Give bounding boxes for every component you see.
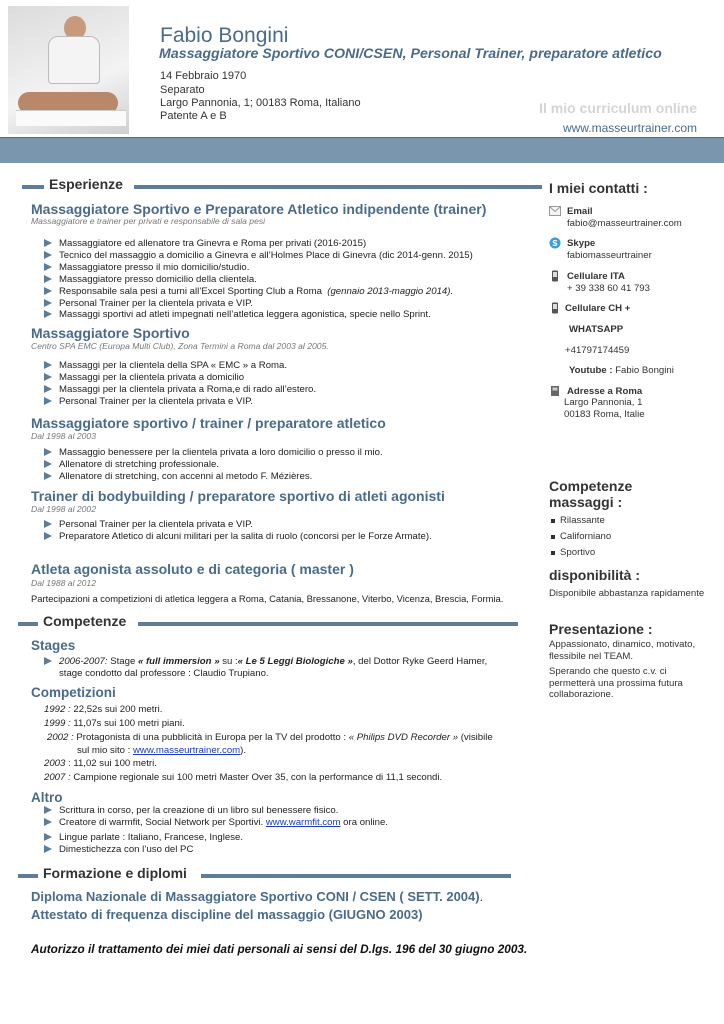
email-icon bbox=[549, 206, 561, 216]
svg-text:S: S bbox=[552, 239, 558, 248]
skype-icon bbox=[549, 237, 561, 249]
job-subtitle: Massaggiatore e trainer per privati e responsabile di sala pesi bbox=[31, 216, 266, 226]
list-item: Preparatore Atletico di alcuni militari per la salita di ruolo (concorsi per le Forze Armate). bbox=[44, 531, 432, 543]
altro-list-2 bbox=[44, 832, 243, 856]
list-item: Massaggio benessere per la clientela privata a loro domicilio o presso il mio. bbox=[44, 447, 383, 459]
phone-icon bbox=[549, 302, 561, 314]
list-item: Scrittura in corso, per la creazione di un libro sul benessere fisico. bbox=[44, 805, 388, 817]
competition-item: 2007 : Campione regionale sui 100 metri Master Over 35, con la performance di 11,1 secondi. bbox=[44, 772, 443, 783]
address-line1: Largo Pannonia, 1 bbox=[564, 397, 643, 408]
list-item: Massaggi sportivi ad atleti impegnati nell’atletica leggera agonistica, specie nello Sprint. bbox=[44, 309, 473, 321]
list-item: Tecnico del massaggio a domicilio a Ginevra e all’Holmes Place di Ginevra (dic 2014-genn. 2015) bbox=[44, 250, 473, 262]
massaggi-list bbox=[551, 513, 611, 560]
altro-title: Altro bbox=[31, 790, 63, 805]
info-status: Separato bbox=[160, 84, 205, 96]
job-title: Massaggiatore sportivo / trainer / preparatore atletico bbox=[31, 415, 386, 431]
youtube-line[interactable]: Youtube : Fabio Bongini bbox=[569, 365, 674, 376]
list-item: Massaggi per la clientela della SPA « EMC » a Roma. bbox=[44, 360, 316, 372]
list-item: Massaggiatore ed allenatore tra Ginevra e Roma per privati (2016-2015) bbox=[44, 238, 473, 250]
cell-ita-value[interactable]: + 39 338 60 41 793 bbox=[567, 283, 650, 294]
list-item: Responsabile sala pesi a turni all’Excel Sporting Club a Roma (gennaio 2013-maggio 2014). bbox=[44, 286, 473, 298]
competenze-massaggi-title: Competenze massaggi : bbox=[549, 478, 633, 510]
list-item: Rilassante bbox=[551, 513, 611, 529]
diploma-2: Attestato di frequenza discipline del massaggio (GIUGNO 2003) bbox=[31, 907, 423, 922]
email-label: Email bbox=[567, 206, 593, 217]
job-subtitle: Centro SPA EMC (Europa Multi Club), Zona Termini a Roma dal 2003 al 2005. bbox=[31, 341, 329, 351]
disponibilita-title: disponibilità : bbox=[549, 567, 640, 583]
list-item: Personal Trainer per la clientela privata e VIP. bbox=[44, 519, 432, 531]
job-subtitle: Dal 1988 al 2012 bbox=[31, 578, 96, 588]
job-title: Massaggiatore Sportivo bbox=[31, 325, 190, 341]
person-name: Fabio Bongini bbox=[160, 24, 289, 47]
job-list bbox=[44, 360, 316, 408]
cv-online-title: Il mio curriculum online bbox=[539, 100, 697, 116]
phone-icon bbox=[549, 270, 561, 282]
cell-ch-label: Cellulare CH + bbox=[565, 303, 631, 314]
list-item: Lingue parlate : Italiano, Francese, Inglese. bbox=[44, 832, 243, 844]
list-item: 2006-2007: Stage « full immersion » su :« Le 5 Leggi Biologiche », del Dottor Ryke Geerd Hamer, bbox=[44, 656, 487, 668]
job-title: Trainer di bodybuilding / preparatore sportivo di atleti agonisti bbox=[31, 488, 445, 504]
map-icon bbox=[549, 385, 561, 397]
info-address: Largo Pannonia, 1; 00183 Roma, Italiano bbox=[160, 97, 361, 109]
header-band bbox=[0, 138, 724, 163]
competition-item: 2003 : 11,02 sui 100 metri. bbox=[44, 758, 157, 769]
address-label: Adresse a Roma bbox=[567, 386, 643, 397]
contacts-title: I miei contatti : bbox=[549, 180, 648, 196]
diploma-1: Diploma Nazionale di Massaggiatore Sportivo CONI / CSEN ( SETT. 2004). bbox=[31, 889, 484, 904]
info-birthdate: 14 Febbraio 1970 bbox=[160, 70, 247, 82]
job-list bbox=[44, 238, 473, 321]
list-item: Californiano bbox=[551, 529, 611, 545]
list-item: Massaggi per la clientela privata a Roma,e di rado all’estero. bbox=[44, 384, 316, 396]
section-formazione bbox=[18, 865, 518, 885]
job-title: Atleta agonista assoluto e di categoria ( master ) bbox=[31, 561, 354, 577]
list-item: Massaggi per la clientela privata a domicilio bbox=[44, 372, 316, 384]
presentazione-title: Presentazione : bbox=[549, 621, 653, 637]
job-subtitle: Dal 1998 al 2002 bbox=[31, 504, 96, 514]
list-item: Massaggiatore presso domicilio della clientela. bbox=[44, 274, 473, 286]
skype-label: Skype bbox=[567, 238, 596, 249]
list-item: Massaggiatore presso il mio domicilio/studio. bbox=[44, 262, 473, 274]
competition-item: 1992 : 22,52s sui 200 metri. bbox=[44, 704, 163, 715]
altro-list bbox=[44, 805, 388, 829]
section-esperienze bbox=[22, 176, 522, 196]
list-item: Personal Trainer per la clientela privata e VIP. bbox=[44, 298, 473, 310]
info-license: Patente A e B bbox=[160, 110, 227, 122]
stages-title: Stages bbox=[31, 638, 76, 653]
stage-line2: stage condotto dal professore : Claudio Trupiano. bbox=[59, 668, 269, 679]
skype-value[interactable]: fabiomasseurtrainer bbox=[567, 250, 652, 261]
whatsapp-label: WHATSAPP bbox=[569, 324, 624, 335]
person-subtitle: Massaggiatore Sportivo CONI/CSEN, Personal Trainer, preparatore atletico bbox=[159, 46, 662, 62]
job-text: Partecipazioni a competizioni di atletica leggera a Roma, Catania, Bressanone, Viterbo, Vicenza, Brescia, Formia. bbox=[31, 593, 504, 604]
list-item: Dimestichezza con l’uso del PC bbox=[44, 844, 243, 856]
job-subtitle: Dal 1998 al 2003 bbox=[31, 431, 96, 441]
address-line2: 00183 Roma, Italie bbox=[564, 409, 645, 420]
list-item: Personal Trainer per la clientela privata e VIP. bbox=[44, 396, 316, 408]
list-item: Allenatore di stretching, con accenni al metodo F. Mézières. bbox=[44, 471, 383, 483]
stages-list bbox=[44, 656, 487, 668]
section-title: Competenze bbox=[43, 613, 127, 629]
competition-item: 2002 : Protagonista di una pubblicità in Europa per la TV del prodotto : « Philips DVD Recorder » (visibile bbox=[47, 732, 493, 743]
competition-item: 1999 : 11,07s sui 100 metri piani. bbox=[44, 718, 185, 729]
profile-photo bbox=[8, 6, 129, 134]
warmfit-link[interactable]: www.warmfit.com bbox=[265, 816, 341, 828]
email-value[interactable]: fabio@masseurtrainer.com bbox=[567, 218, 682, 229]
website-link[interactable]: www.masseurtrainer.com bbox=[562, 121, 697, 135]
presentazione-text-2: Sperando che questo c.v. ci permetterà una prossima futura collaborazione. bbox=[549, 666, 683, 700]
list-item: Creatore di warmfit, Social Network per Sportivi. www.warmfit.com ora online. bbox=[44, 817, 388, 829]
job-title: Massaggiatore Sportivo e Preparatore Atletico indipendente (trainer) bbox=[31, 201, 487, 217]
section-title: Esperienze bbox=[49, 176, 123, 192]
list-item: Sportivo bbox=[551, 545, 611, 561]
cell-ita-label: Cellulare ITA bbox=[567, 271, 625, 282]
competizioni-title: Competizioni bbox=[31, 685, 116, 700]
section-title: Formazione e diplomi bbox=[43, 865, 187, 881]
job-list bbox=[44, 447, 383, 483]
presentazione-text-1: Appassionato, dinamico, motivato, flessibile nel TEAM. bbox=[549, 639, 696, 662]
masseurtrainer-link[interactable]: www.masseurtrainer.com bbox=[132, 745, 241, 756]
list-item: Allenatore di stretching professionale. bbox=[44, 459, 383, 471]
cell-ch-value[interactable]: +41797174459 bbox=[565, 345, 630, 356]
job-list bbox=[44, 519, 432, 543]
disponibilita-text: Disponibile abbastanza rapidamente bbox=[549, 588, 705, 599]
section-competenze bbox=[18, 613, 518, 633]
competition-item-line2: sul mio sito : www.masseurtrainer.com). bbox=[77, 745, 247, 756]
privacy-notice: Autorizzo il trattamento dei miei dati personali ai sensi del D.lgs. 196 del 30 giugno 2003. bbox=[31, 942, 528, 956]
